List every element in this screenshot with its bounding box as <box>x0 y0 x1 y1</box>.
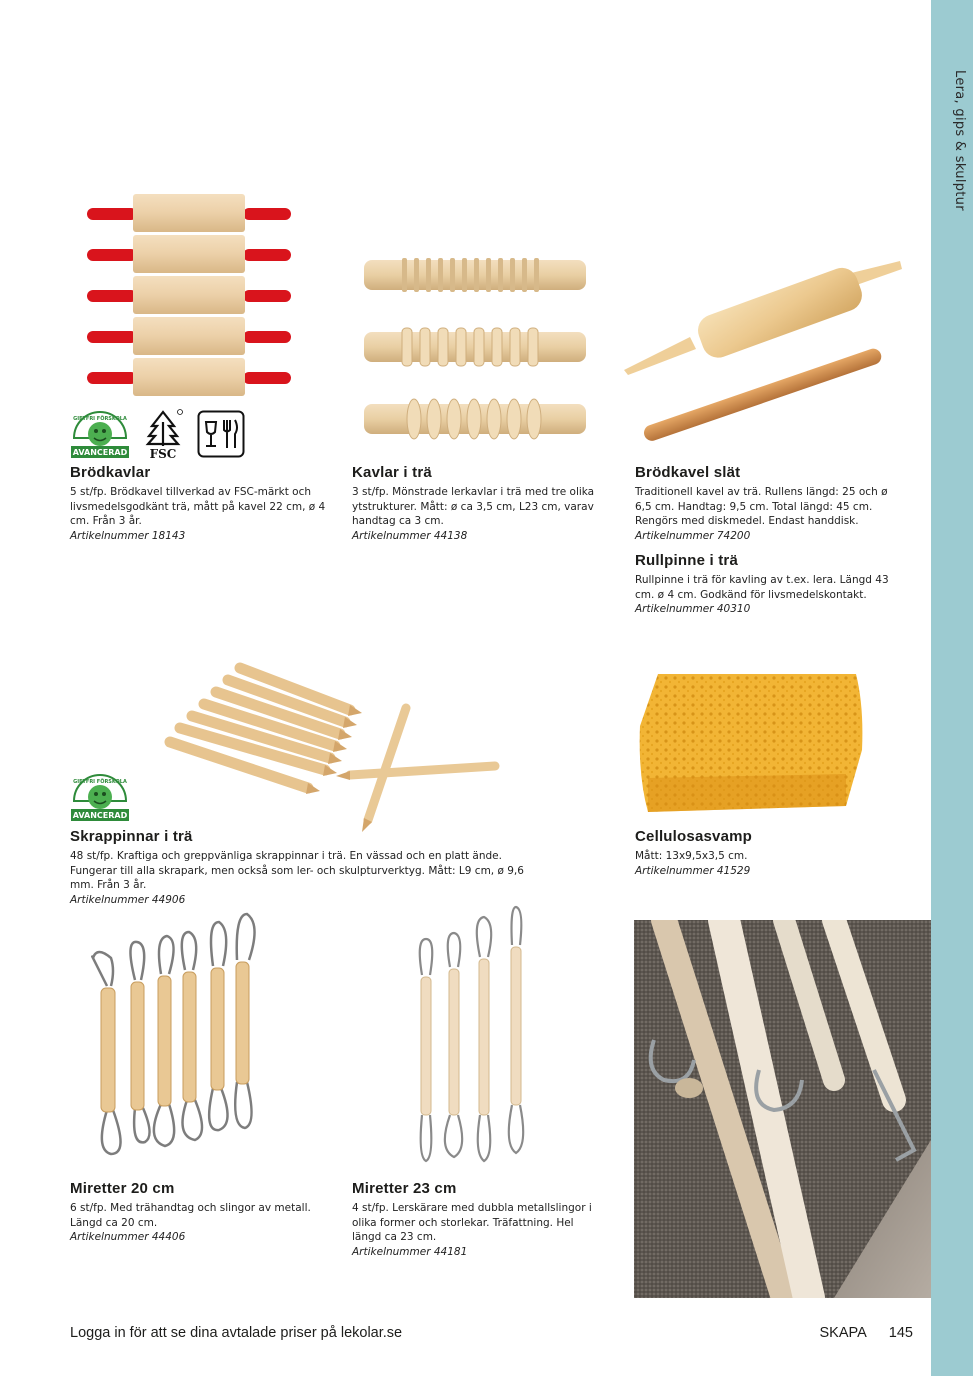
section-tab-label: Lera, gips & skulptur <box>952 70 967 211</box>
giftfri-forskola-badge <box>69 410 131 460</box>
section-name: SKAPA <box>819 1325 867 1341</box>
article-number: Artikelnummer 74200 <box>635 529 751 542</box>
article-number: Artikelnummer 44906 <box>70 893 186 906</box>
product-title: Skrappinnar i trä <box>70 828 193 845</box>
product-description: 5 st/fp. Brödkavel tillverkad av FSC-märkt och livsmedelsgodkänt trä, mått på kavel 22 cm, ø 4 cm. Från 3 år. <box>70 486 326 527</box>
article-number: Artikelnummer 44138 <box>352 529 468 542</box>
giftfri-forskola-badge-2 <box>69 773 131 823</box>
product-title: Brödkavel slät <box>635 464 741 481</box>
product-description: 3 st/fp. Mönstrade lerkavlar i trä med tre olika ytstrukturer. Mått: ø ca 3,5 cm, L23 cm, varav handtag ca 3 cm. <box>352 486 595 527</box>
badge-top-text-2: GIFTFRI FÖRSKOLA <box>73 779 127 785</box>
product-kavlar-i-tra <box>352 464 602 543</box>
badge-bottom-text: AVANCERAD <box>72 448 128 457</box>
product-title: Miretter 23 cm <box>352 1180 457 1197</box>
textured-rollers-image <box>362 252 588 444</box>
page-number: 145 <box>888 1325 913 1341</box>
product-title: Cellulosasvamp <box>635 828 753 845</box>
product-brodkavlar <box>70 464 330 543</box>
clay-tools-photo <box>634 920 931 1298</box>
article-number: Artikelnummer 18143 <box>70 529 186 542</box>
scraper-sticks-image <box>160 660 500 835</box>
clay-loop-tools-20cm-image <box>85 910 265 1170</box>
product-title: Miretter 20 cm <box>70 1180 175 1197</box>
product-brodkavel-slat <box>635 464 897 543</box>
product-description: Rullpinne i trä för kavling av t.ex. lera. Längd 43 cm. ø 4 cm. Godkänd för livsmedelskontakt. <box>635 574 889 601</box>
cellulose-sponge-image <box>636 666 866 818</box>
fsc-text: FSC <box>149 447 177 460</box>
product-cellulosasvamp <box>635 828 885 878</box>
article-number: Artikelnummer 44181 <box>352 1245 468 1258</box>
rolling-pin-and-dowel-image <box>618 255 908 445</box>
article-number: Artikelnummer 44406 <box>70 1231 186 1243</box>
badge-bottom-text-2: AVANCERAD <box>72 811 128 820</box>
product-title: Kavlar i trä <box>352 464 432 481</box>
badge-top-text: GIFTFRI FÖRSKOLA <box>73 416 127 422</box>
product-description: Traditionell kavel av trä. Rullens längd: 25 och ø 6,5 cm. Handtag: 9,5 cm. Total längd: 45 cm. Rengörs med diskmedel. Endast handdisk. <box>635 486 888 527</box>
product-description: 48 st/fp. Kraftiga och greppvänliga skrappinnar i trä. En vässad och en platt ände. Fungerar till alla skrapark, men också som ler- och skulpturverktyg. Mått: L9 cm, ø 9,6 mm. Från 3 år. <box>70 850 524 891</box>
product-miretter-23 <box>352 1180 602 1259</box>
rolling-pins-image <box>85 190 295 400</box>
product-description: 6 st/fp. Med trähandtag och slingor av metall. Längd ca 20 cm. <box>70 1202 311 1229</box>
food-safe-icon <box>197 410 245 458</box>
clay-loop-tools-23cm-image <box>412 905 532 1170</box>
fsc-logo <box>140 408 186 460</box>
article-number: Artikelnummer 41529 <box>635 864 751 877</box>
product-rullpinne <box>635 552 897 617</box>
product-title: Rullpinne i trä <box>635 552 739 569</box>
product-miretter-20 <box>70 1180 320 1245</box>
page-footer <box>820 1325 913 1341</box>
product-description: Mått: 13x9,5x3,5 cm. <box>635 850 748 862</box>
product-skrappinnar <box>70 828 550 907</box>
product-description: 4 st/fp. Lerskärare med dubbla metallslingor i olika former och storlekar. Träfattning. Hel längd ca 23 cm. <box>352 1202 592 1243</box>
product-title: Brödkavlar <box>70 464 151 481</box>
login-prompt: Logga in för att se dina avtalade priser på lekolar.se <box>70 1325 403 1341</box>
article-number: Artikelnummer 40310 <box>635 603 751 615</box>
